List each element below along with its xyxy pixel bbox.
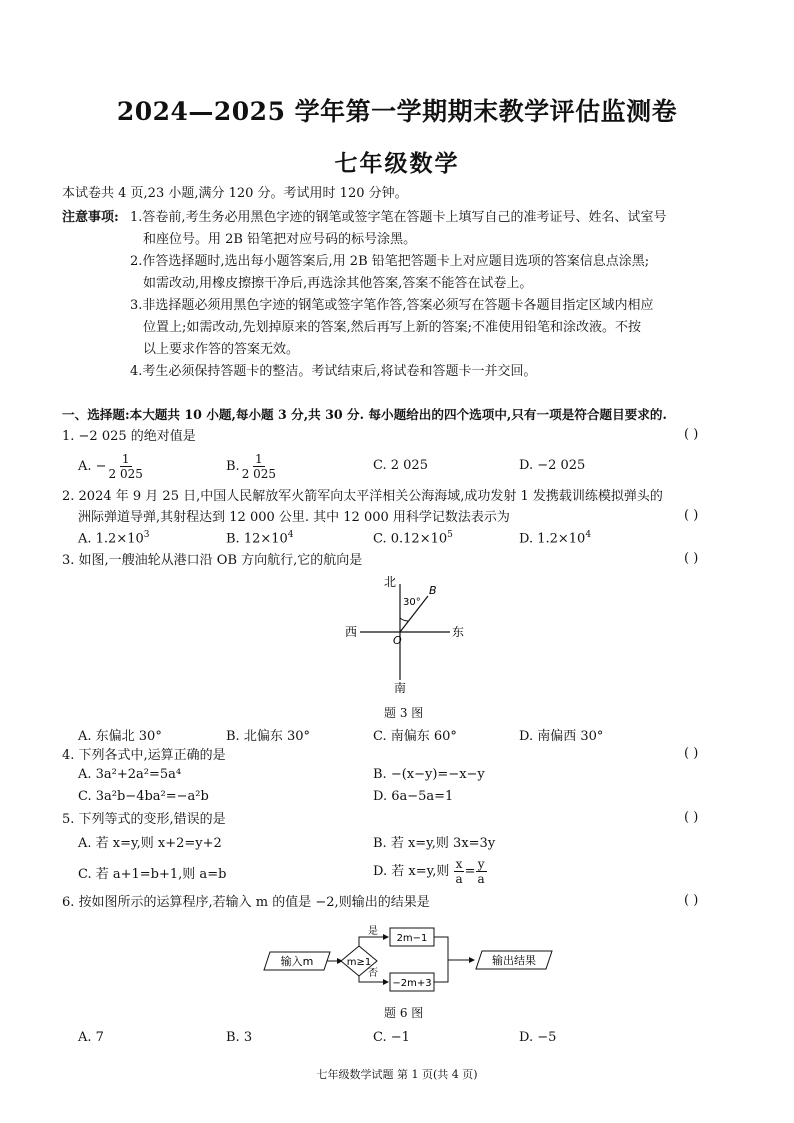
fig6-caption: 题 6 图: [384, 1006, 424, 1020]
q1-option-b: B. $\frac{1}{2 025}$: [226, 452, 277, 481]
q6-option-d: D. −5: [519, 1030, 557, 1045]
q5-option-c: C. 若 a+1=b+1,则 a=b: [78, 867, 227, 882]
yes-arrow: [359, 937, 388, 946]
east-label: 东: [452, 625, 465, 639]
q1-stem: 1. −2 025 的绝对值是: [62, 429, 196, 444]
notice-line: 如需改动,用橡皮擦擦干净后,再选涂其他答案,答案不能答在试卷上。: [143, 276, 533, 291]
q3-option-a: A. 东偏北 30°: [78, 729, 162, 744]
q5-stem: 5. 下列等式的变形,错误的是: [62, 812, 226, 827]
merge-line: [434, 937, 448, 982]
q5-option-b: B. 若 x=y,则 3x=3y: [373, 836, 496, 851]
q4-option-a: A. 3a²+2a²=5a⁴: [78, 767, 182, 782]
notice-line: 1.答卷前,考生务必用黑色字迹的钢笔或签字笔在答题卡上填写自己的准考证号、姓名、试室号: [130, 210, 667, 225]
notice-line: 位置上;如需改动,先划掉原来的答案,然后再写上新的答案;不准使用铅笔和涂改液。不按: [143, 320, 642, 335]
answer-paren: ( ): [684, 508, 699, 523]
q2-option-d: D. $1.2\times 10^4$: [519, 530, 592, 547]
q3-option-d: D. 南偏西 30°: [519, 729, 604, 744]
exam-title: 2024—2025 学年第一学期期末教学评估监测卷: [116, 97, 678, 126]
compass-figure: [330, 574, 470, 696]
notice-line: 3.非选择题必须用黑色字迹的钢笔或签字笔作答,答案必须写在答题卡各题目指定区域内相应: [130, 298, 654, 313]
q4-option-d: D. 6a−5a=1: [373, 789, 454, 804]
q3-option-c: C. 南偏东 60°: [373, 729, 457, 744]
south-label: 南: [393, 681, 407, 695]
yes-expression: 2m−1: [396, 933, 428, 944]
q2-stem-cont: 洲际弹道导弹,其射程达到 12 000 公里. 其中 12 000 用科学记数法表示为: [78, 510, 510, 525]
answer-paren: ( ): [684, 893, 699, 908]
output-label: 输出结果: [492, 954, 536, 967]
flowchart-figure: [260, 920, 560, 1000]
q2-option-a: A. $1.2\times 10^3$: [78, 530, 150, 547]
yes-label: 是: [368, 926, 378, 937]
notice-label: 注意事项:: [62, 210, 119, 225]
input-label: 输入m: [280, 955, 314, 968]
notice-line: 和座位号。用 2B 铅笔把对应号码的标号涂黑。: [143, 232, 417, 247]
no-expression: −2m+3: [392, 978, 432, 989]
origin-label: O: [393, 634, 402, 647]
q1-option-a: A. − $\frac{1}{2 025}$: [78, 452, 143, 481]
q5-option-d: D. 若 x=y,则 $\frac{x}{a}$ = $\frac{y}{a}$: [373, 857, 485, 886]
subject-title: 七年级数学: [334, 150, 460, 177]
section-heading: 一、选择题:本大题共 10 小题,每小题 3 分,共 30 分. 每小题给出的四个选项中,只有一项是符合题目要求的.: [62, 407, 667, 422]
q3-option-b: B. 北偏东 30°: [226, 729, 310, 744]
q4-stem: 4. 下列各式中,运算正确的是: [62, 748, 226, 763]
answer-paren: ( ): [684, 810, 699, 825]
q4-option-b: B. −(x−y)=−x−y: [373, 767, 485, 782]
q2-option-c: C. $0.12\times 10^5$: [373, 530, 453, 547]
q1-option-d: D. −2 025: [519, 458, 586, 473]
notice-line: 2.作答选择题时,选出每小题答案后,用 2B 铅笔把答题卡上对应题目选项的答案信息点涂黑;: [130, 254, 650, 269]
west-label: 西: [344, 625, 357, 639]
answer-paren: ( ): [684, 746, 699, 761]
answer-paren: ( ): [684, 427, 699, 442]
page-footer: 七年级数学试题 第 1 页(共 4 页): [316, 1068, 478, 1081]
q4-option-c: C. 3a²b−4ba²=−a²b: [78, 789, 209, 804]
fig3-caption: 题 3 图: [384, 706, 424, 720]
north-label: 北: [383, 575, 396, 589]
exam-intro: 本试卷共 4 页,23 小题,满分 120 分。考试用时 120 分钟。: [62, 186, 408, 201]
no-label: 否: [368, 968, 378, 979]
answer-paren: ( ): [684, 551, 699, 566]
q1-option-c: C. 2 025: [373, 458, 428, 473]
angle-arc: [400, 618, 408, 621]
q6-option-b: B. 3: [226, 1030, 253, 1045]
q5-option-a: A. 若 x=y,则 x+2=y+2: [78, 836, 222, 851]
q3-stem: 3. 如图,一艘油轮从港口沿 OB 方向航行,它的航向是: [62, 553, 363, 568]
q6-option-c: C. −1: [373, 1030, 410, 1045]
notice-line: 以上要求作答的答案无效。: [143, 342, 300, 357]
q6-stem: 6. 按如图所示的运算程序,若输入 m 的值是 −2,则输出的结果是: [62, 895, 430, 910]
condition-label: m≥1: [346, 957, 372, 968]
q2-option-b: B. $12\times 10^4$: [226, 530, 294, 547]
notice-line: 4.考生必须保持答题卡的整洁。考试结束后,将试卷和答题卡一并交回。: [130, 364, 537, 379]
q2-stem: 2. 2024 年 9 月 25 日,中国人民解放军火箭军向太平洋相关公海海域,成功发射 1 发携载训练模拟弹头的: [62, 489, 663, 504]
q6-option-a: A. 7: [78, 1030, 104, 1045]
angle-label: 30°: [403, 597, 421, 608]
point-b-label: B: [429, 584, 437, 597]
